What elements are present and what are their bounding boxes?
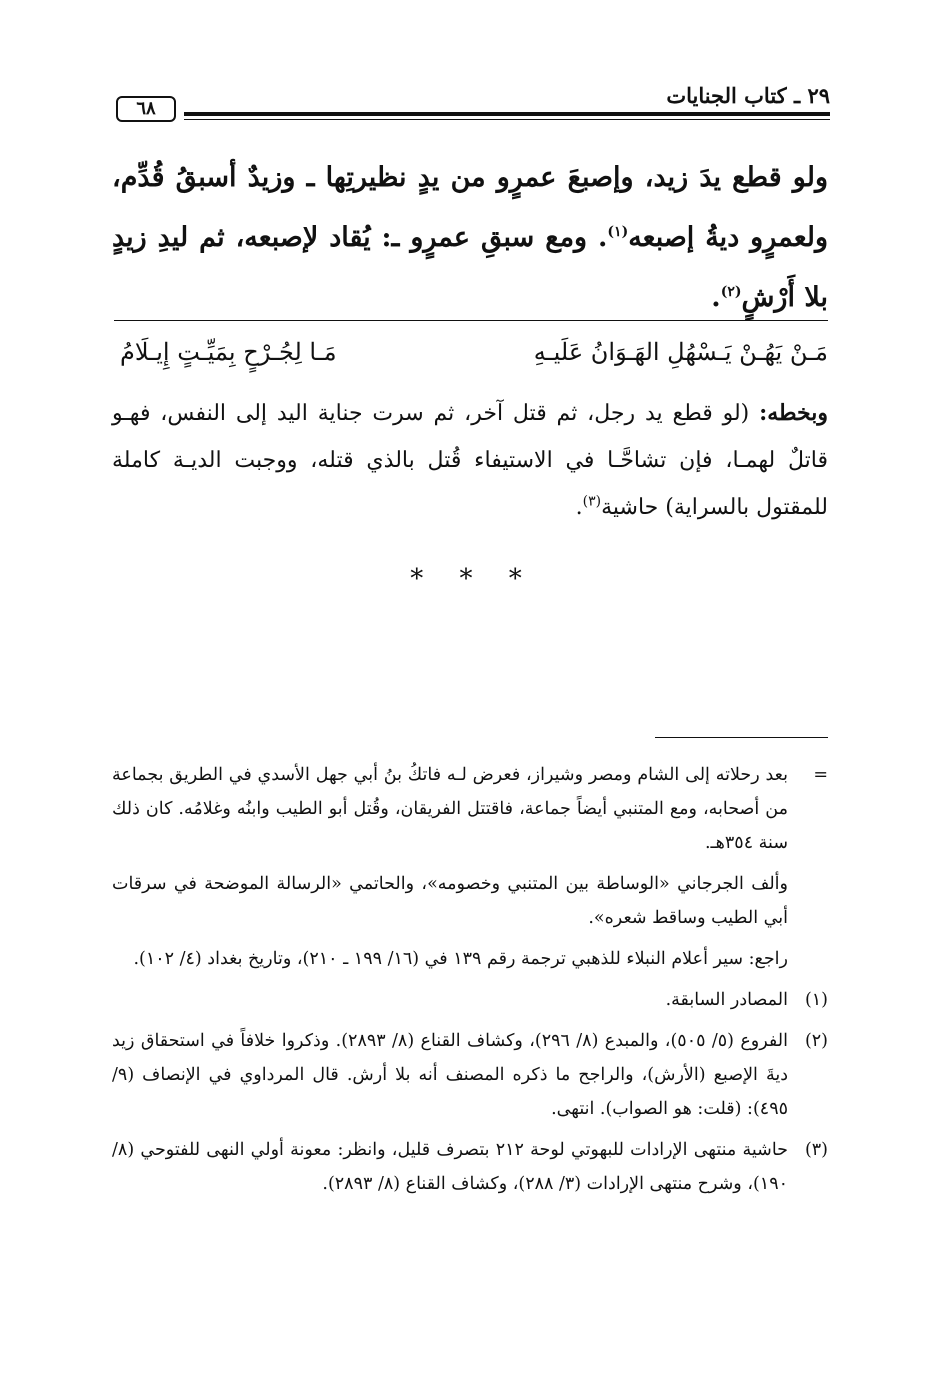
commentary-end: . (575, 495, 583, 520)
section-separator-stars: * * * (410, 564, 536, 594)
commentary-text: (لو قطع يد رجل، ثم قتل آخر، ثم سرت جناية اليد إلى النفس، فهـو قاتلٌ لهمـا، فإن تشاحَّـا في الاستيفاء قُتل بالذي قتله، ووجبت الديـة كاملة للمقتول بالسراية) حاشية (112, 401, 828, 520)
running-header (116, 82, 830, 126)
section-divider (114, 320, 828, 321)
footnote-ref-1: (١) (607, 224, 629, 240)
footnote-item (112, 1133, 828, 1201)
footnote-text: حاشية منتهى الإرادات للبهوتي لوحة ٢١٢ بتصرف قليل، وانظر: معونة أولي النهى للفتوحي (٨/ ١٩٠)، وشرح منتهى الإرادات (٣/ ٢٨٨)، وكشاف القناع (٨/ ٢٨٩٣). (112, 1140, 788, 1194)
footnote-paragraph: وألف الجرجاني «الوساطة بين المتنبي وخصومه»، والحاتمي «الرسالة الموضحة في سرقات أبي الطيب وساقط شعره». (112, 874, 788, 928)
main-paragraph (112, 148, 828, 328)
footnote-paragraph: راجع: سير أعلام النبلاء للذهبي ترجمة رقم ١٣٩ في (١٦/ ١٩٩ ـ ٢١٠)، وتاريخ بغداد (٤/ ١٠٢). (133, 949, 788, 969)
footnote-text: الفروع (٥/ ٥٠٥)، والمبدع (٨/ ٢٩٦)، وكشاف القناع (٨/ ٢٨٩٣). وذكروا خلافاً في استحقاق زيد ديةَ الإصبع (الأرش)، والراجح ما ذكره المصنف أنه بلا أرش. قال المرداوي في الإنصاف (٩/ ٤٩٥): (قلت: هو الصواب). انتهى. (112, 1031, 788, 1119)
continuation-marker: = (813, 765, 828, 785)
footnote-marker: (٢) (804, 1031, 828, 1051)
footnote-continuation (112, 758, 828, 860)
continuation-text: بعد رحلاته إلى الشام ومصر وشيراز، فعرض لـه فاتكُ بنُ أبي جهل الأسدي في الطريق بجماعة من أصحابه، ومع المتنبي أيضاً جماعة، فاقتتل الفريقان، وقُتل أبو الطيب وابنُه وغلامُه. كان ذلك سنة ٣٥٤هـ. (112, 765, 788, 853)
footnotes (112, 758, 828, 1208)
header-rule-thick (184, 112, 830, 116)
footnote-rule (655, 737, 828, 738)
page-number: ٦٨ (116, 96, 176, 122)
footnote-ref-2: (٢) (720, 284, 742, 300)
main-text-part2: . ومع سبقِ عمرٍو ـ: يُقاد لإصبعه، ثم ليدِ زيدٍ بلا أَرْشٍ (112, 222, 828, 313)
main-text-part1: ولو قطع يدَ زيد، وإصبعَ عمرٍو من يدٍ نظيرتِها ـ وزيدٌ أسبقُ قُدِّم، ولعمرٍو ديةُ إصبعه (112, 162, 828, 253)
footnote-marker: (١) (804, 990, 828, 1010)
footnote-item (112, 1024, 828, 1126)
footnote-ref-3: (٣) (582, 493, 602, 510)
main-text-part3: . (711, 282, 721, 313)
footnote-text: المصادر السابقة. (665, 990, 788, 1010)
footnote-marker: (٣) (804, 1140, 828, 1160)
commentary-paragraph (112, 390, 828, 531)
verse-second-hemistich: مَـا لِجُـرْحٍ بِمَيِّـتٍ إِيـلَامُ (120, 338, 337, 366)
commentary-lead: وبخطه: (759, 400, 828, 426)
verse-first-hemistich: مَـنْ يَهُـنْ يَـسْهُلِ الهَـوَانُ عَلَيـهِ (533, 338, 828, 366)
footnote-item (112, 983, 828, 1017)
header-rule-thin (184, 119, 830, 120)
chapter-title: ٢٩ ـ كتاب الجنايات (666, 83, 830, 108)
